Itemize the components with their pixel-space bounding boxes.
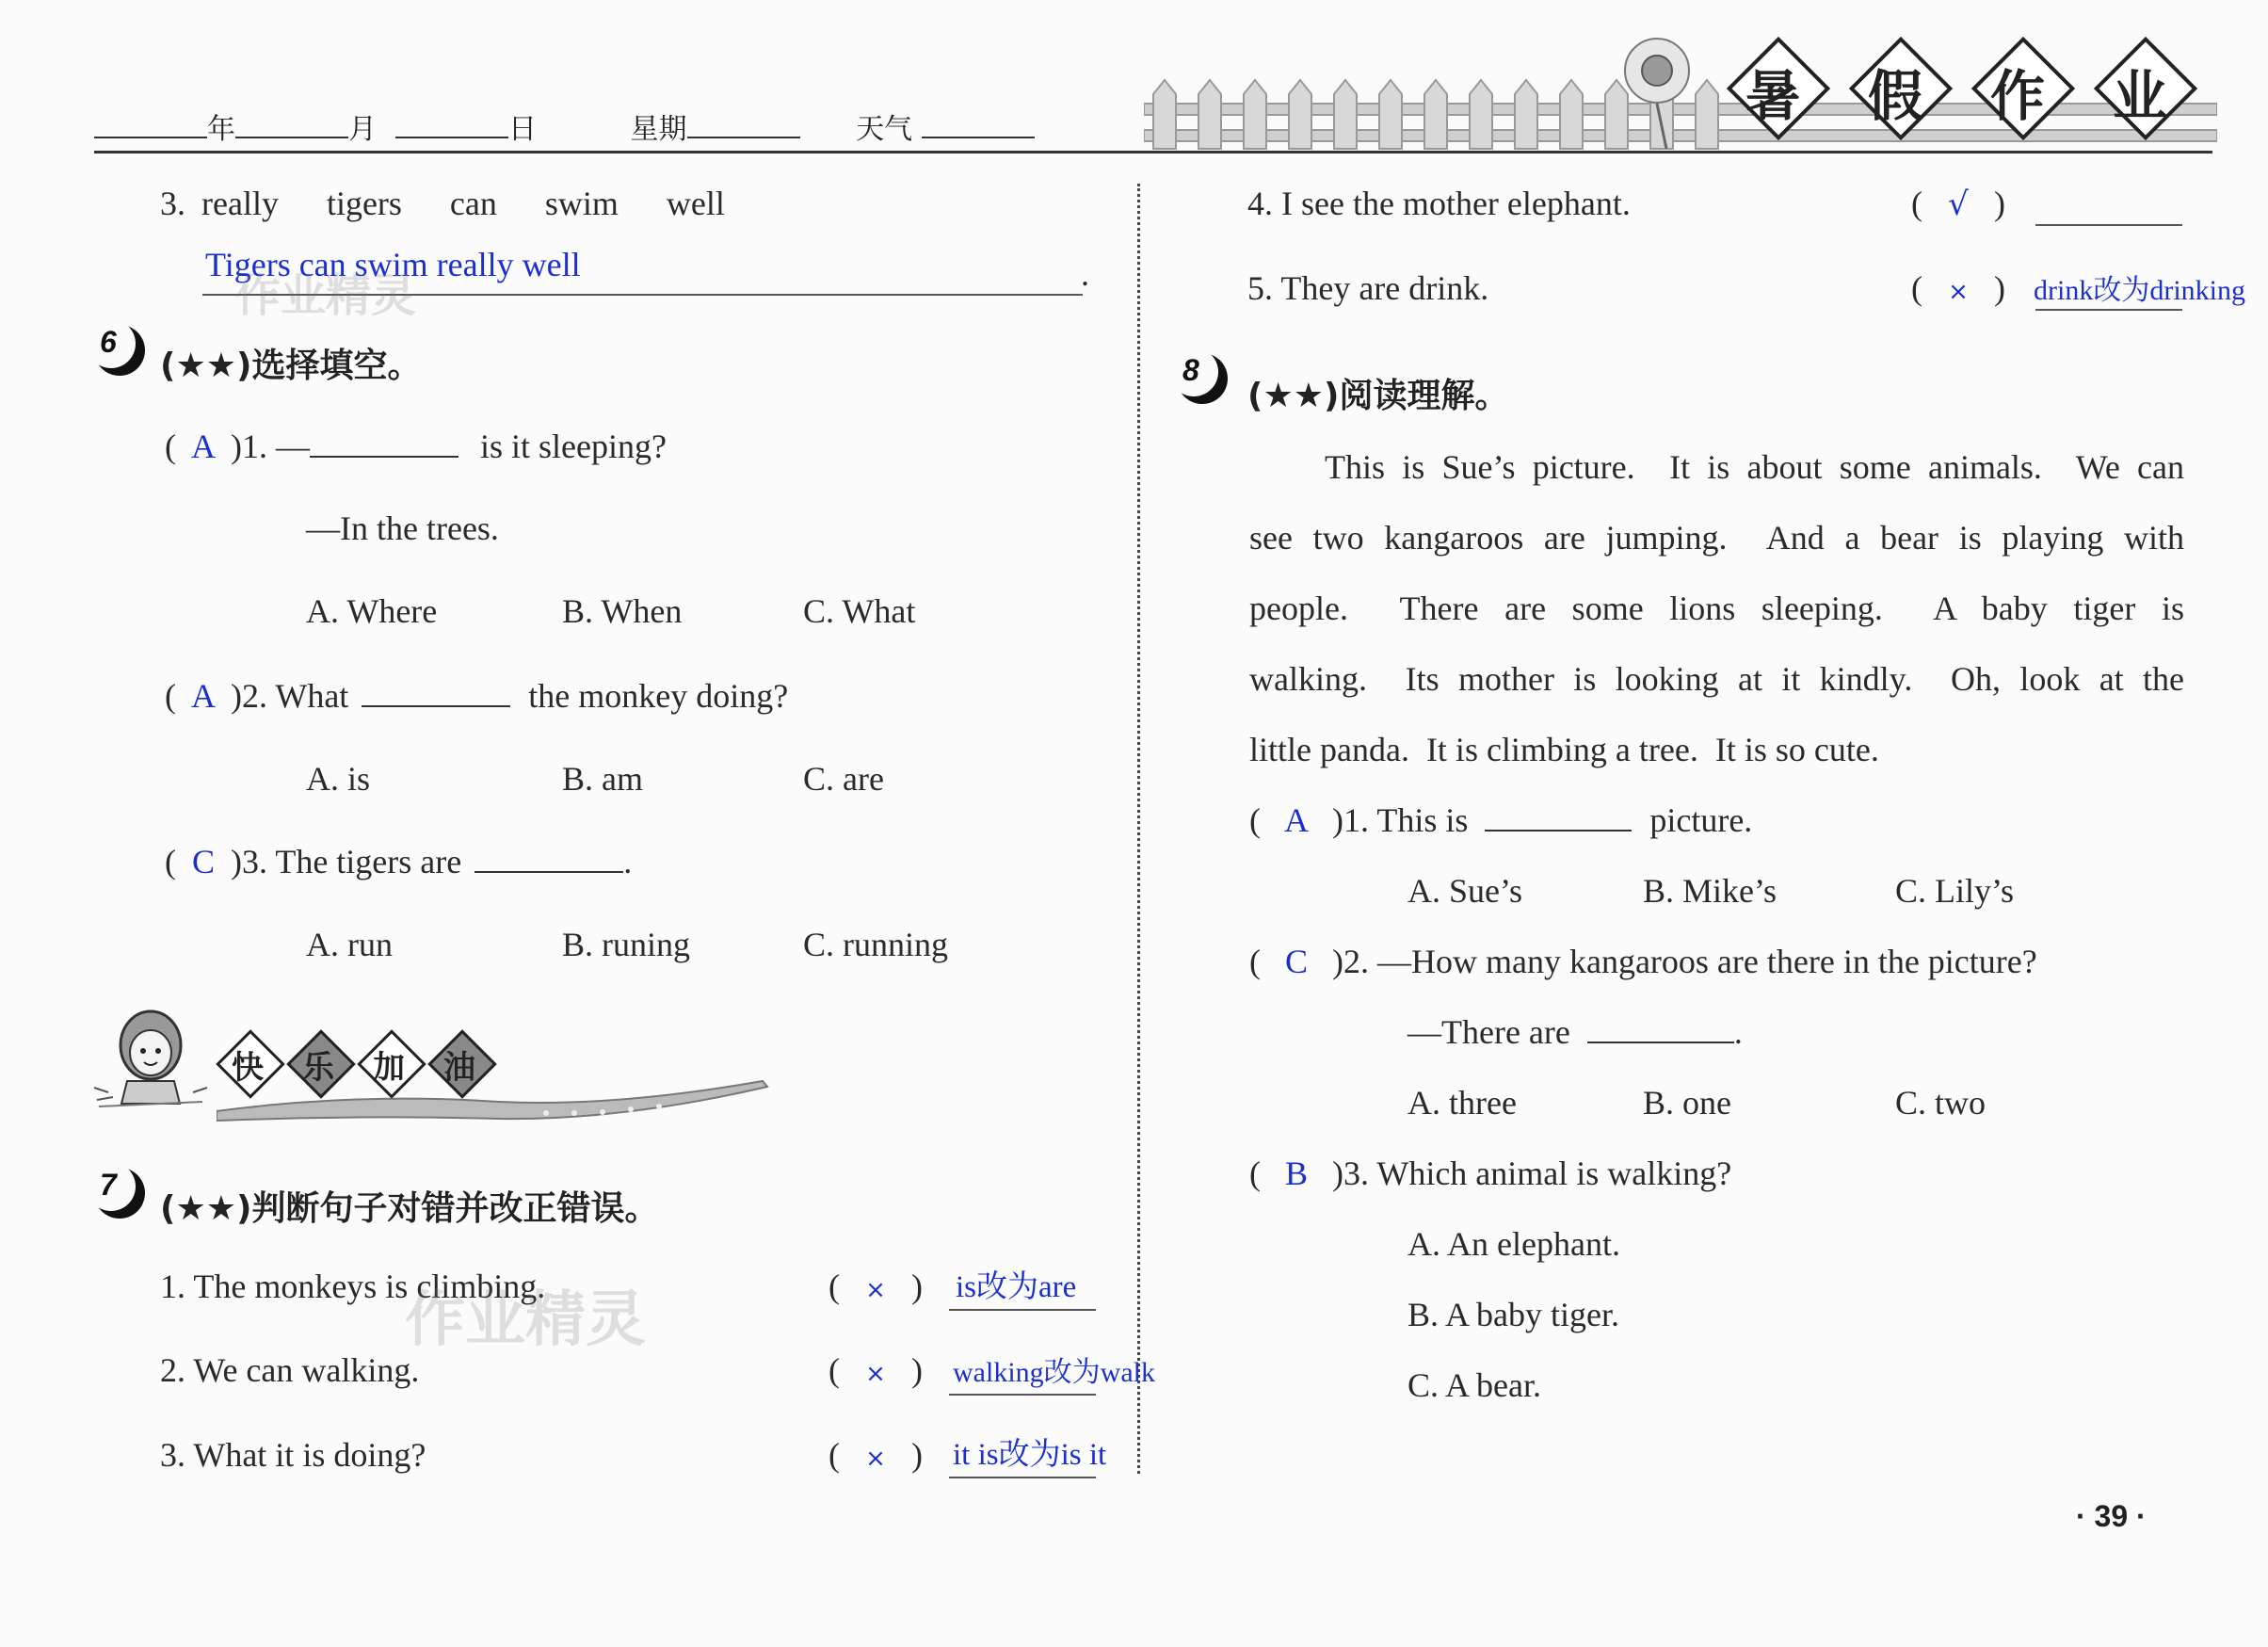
q8-item3-option-b: B. A baby tiger. xyxy=(1407,1296,1619,1333)
q8-item1: ( A )1. This is picture. xyxy=(1249,801,1753,839)
banner-char-2: 假 xyxy=(1867,64,1922,128)
q6-item3-option-a: A. run xyxy=(306,926,393,963)
cheer-char-2: 乐 xyxy=(302,1049,334,1087)
q7-item5-bracket: ( × ) xyxy=(1911,269,2005,307)
q7-item5-line xyxy=(2035,309,2182,311)
q6-item1-reply: —In the trees. xyxy=(306,509,499,547)
q8-passage-line-3: people. There are some lions sleeping. A baby tiger is xyxy=(1249,589,2184,627)
q6-item3-option-c: C. running xyxy=(803,926,949,963)
watermark-2: 作业精灵 xyxy=(405,1285,646,1355)
q8-item2-option-c: C. two xyxy=(1895,1084,1987,1122)
q6-item3: ( C )3. The tigers are . xyxy=(165,843,633,880)
q6-item2-answer: A xyxy=(191,677,216,715)
q7-item3-line xyxy=(949,1477,1096,1478)
q6-item1-answer: A xyxy=(191,428,216,465)
q7-item5-fix: drink改为drinking xyxy=(2034,275,2245,306)
q6-number: 6 xyxy=(100,325,117,359)
watermark-1: 作业精灵 xyxy=(235,269,417,322)
cheer-char-3: 加 xyxy=(373,1049,405,1087)
q8-item3-option-c: C. A bear. xyxy=(1407,1366,1541,1404)
cheer-char-4: 油 xyxy=(443,1049,475,1087)
q7-item3-bracket: ( × ) xyxy=(828,1436,923,1474)
q6-number-badge xyxy=(94,325,147,378)
banner-char-4: 业 xyxy=(2112,64,2167,128)
q7-item3-text: 3. What it is doing? xyxy=(160,1436,426,1474)
item3-answer: Tigers can swim really well xyxy=(205,246,581,283)
q8-item2-answer: C xyxy=(1284,943,1308,980)
q6-item1-option-b: B. When xyxy=(562,592,683,630)
q7-item1-fix: is改为are xyxy=(956,1270,1077,1304)
banner-char-3: 作 xyxy=(1989,64,2045,128)
cheer-char-1: 快 xyxy=(232,1049,264,1087)
q8-item2-reply: —There are . xyxy=(1407,1013,1743,1051)
girl-mascot-icon xyxy=(89,998,212,1121)
q7-item3-fix: it is改为is it xyxy=(953,1438,1107,1472)
weekday-label: 星期 xyxy=(630,113,687,146)
q8-item2-option-b: B. one xyxy=(1643,1084,1731,1122)
q8-item1-option-c: C. Lily’s xyxy=(1895,872,2015,910)
q7-number: 7 xyxy=(100,1168,117,1202)
q7-item3-mark: × xyxy=(865,1445,886,1473)
q6-item2-option-a: A. is xyxy=(306,760,371,798)
q8-item2: ( C )2. —How many kangaroos are there in the picture? xyxy=(1249,943,2037,980)
q7-item4-mark: √ xyxy=(1948,186,1969,223)
q6-item1-option-c: C. What xyxy=(803,592,916,630)
q7-item2-bracket: ( × ) xyxy=(828,1351,923,1389)
q7-title: (★★)判断句子对错并改正错误。 xyxy=(160,1189,659,1228)
q7-item4-bracket: ( √ ) xyxy=(1911,185,2005,223)
item3-prompt: 3. really tigers can swim well xyxy=(160,185,725,222)
q7-item1-mark: × xyxy=(865,1276,886,1304)
q8-item3-option-a: A. An elephant. xyxy=(1407,1225,1620,1263)
q8-passage-line-5: little panda. It is climbing a tree. It is so cute. xyxy=(1249,731,1879,768)
q8-number-badge xyxy=(1177,353,1230,406)
q8-item3: ( B )3. Which animal is walking? xyxy=(1249,1155,1732,1192)
q7-item5-mark: × xyxy=(1948,278,1969,306)
q7-number-badge xyxy=(94,1168,147,1220)
q8-item1-option-a: A. Sue’s xyxy=(1407,872,1523,910)
month-label: 月 xyxy=(348,113,377,146)
q7-item5-text: 5. They are drink. xyxy=(1247,269,1489,307)
page-number: · 39 · xyxy=(2076,1499,2147,1533)
day-label: 日 xyxy=(508,113,537,146)
q6-item1-option-a: A. Where xyxy=(306,592,438,630)
q8-passage-line-4: walking. Its mother is looking at it kindly. Oh, look at the xyxy=(1249,660,2184,698)
header-rule xyxy=(94,151,2212,153)
q7-item1-bracket: ( × ) xyxy=(828,1268,923,1305)
q7-item1-line xyxy=(949,1309,1096,1311)
q6-item2-option-c: C. are xyxy=(803,760,884,798)
q7-item4-text: 4. I see the mother elephant. xyxy=(1247,185,1631,222)
banner-char-1: 暑 xyxy=(1745,64,1800,128)
q6-item2-option-b: B. am xyxy=(562,760,643,798)
q7-item4-line xyxy=(2035,224,2182,226)
q8-title: (★★)阅读理解。 xyxy=(1247,377,1509,415)
item3-period: . xyxy=(1081,255,1089,293)
q8-number: 8 xyxy=(1182,353,1199,387)
q7-item2-line xyxy=(949,1394,1096,1396)
q6-title: (★★)选择填空。 xyxy=(160,347,422,385)
q8-item1-option-b: B. Mike’s xyxy=(1643,872,1777,910)
q7-item2-mark: × xyxy=(865,1360,886,1388)
weather-label: 天气 xyxy=(856,113,913,146)
q6-item3-option-b: B. runing xyxy=(562,926,691,963)
year-label: 年 xyxy=(207,113,235,146)
q8-item3-answer: B xyxy=(1284,1155,1308,1192)
q8-item1-answer: A xyxy=(1284,801,1309,839)
header-date-line xyxy=(94,105,1035,147)
q7-item2-text: 2. We can walking. xyxy=(160,1351,420,1389)
q8-passage-line-1: This is Sue’s picture. It is about some animals. We can xyxy=(1325,448,2184,486)
q7-item2-fix: walking改为walk xyxy=(953,1357,1155,1388)
q6-item2: ( A )2. What the monkey doing? xyxy=(165,677,789,715)
q8-item2-option-a: A. three xyxy=(1407,1084,1517,1122)
q6-item3-answer: C xyxy=(191,843,215,880)
q7-item1-text: 1. The monkeys is climbing. xyxy=(160,1268,546,1305)
q8-passage-line-2: see two kangaroos are jumping. And a bear is playing with xyxy=(1249,519,2184,557)
column-divider xyxy=(1137,184,1140,1474)
q6-item1: ( A )1. — is it sleeping? xyxy=(165,428,667,465)
